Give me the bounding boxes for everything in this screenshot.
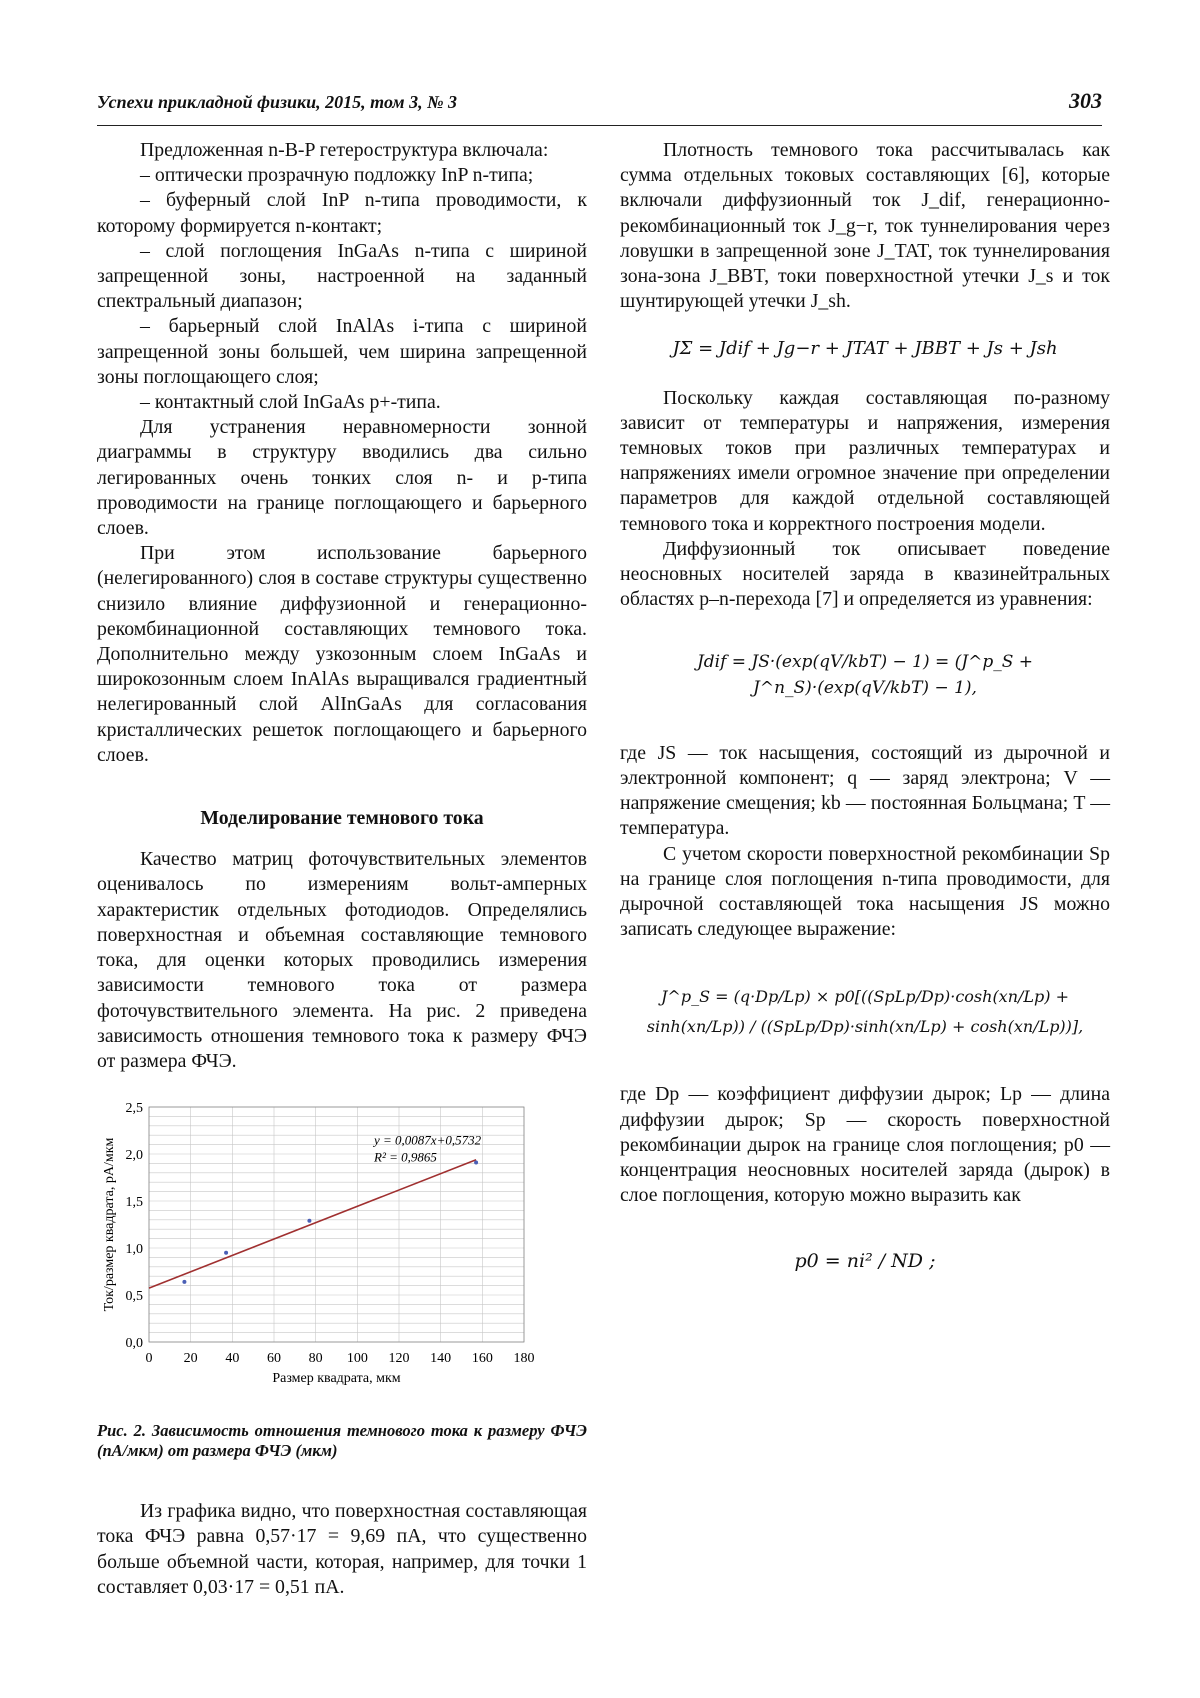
equation-diffusion-current: Jdif = JS·(exp(qV/kbT) − 1) = (J^p_S + J^n_S)·(exp(qV/kbT) − 1),	[696, 652, 1034, 698]
x-tick-label: 120	[388, 1351, 410, 1367]
list-item: – буферный слой InP n-типа проводимости, к которому формируется n-контакт;	[97, 189, 587, 237]
paragraph: Из графика видно, что поверхностная составляющая тока ФЧЭ равна 0,57·17 = 9,69 пА, что существенно больше объемной части, которая, например, для точки 1 составляет 0,03·17 = 0,51 пА.	[97, 1500, 587, 1598]
x-tick-label: 40	[225, 1351, 240, 1367]
paragraph: Плотность темнового тока рассчитывалась как сумма отдельных токовых составляющих [6], которые включали диффузионный ток J_dif, генерационно-рекомбинационный ток J_g−r, ток туннелирования через ловушки в запрещенной зоне J_TAT, ток туннелирования зона-зона J_BBT, токи поверхностной утечки J_s и ток шунтирующей утечки J_sh.	[620, 139, 1110, 313]
equation-total-current: JΣ = Jdif + Jg−r + JTAT + JBBT + Js + Jsh	[672, 338, 1058, 360]
figure-2	[97, 1099, 587, 1419]
y-tick-label: 1,5	[125, 1195, 143, 1211]
y-tick-label: 0,5	[125, 1289, 143, 1305]
list-item: – слой поглощения InGaAs n-типа с шириной запрещенной зоны, настроенной на заданный спектральный диапазон;	[97, 239, 587, 313]
left-column	[97, 138, 587, 1600]
x-axis-label: Размер квадрата, мкм	[272, 1371, 401, 1387]
trendline	[149, 1160, 476, 1288]
header-rule	[97, 125, 1102, 126]
section-title: Моделирование темнового тока	[200, 807, 484, 830]
journal-title: Успехи прикладной физики, 2015, том 3, № 3	[97, 92, 458, 112]
list-item: – оптически прозрачную подложку InP n-типа;	[140, 164, 534, 187]
y-axis-label: Ток/размер квадрата, pA/мкм	[102, 1137, 117, 1312]
page-number: 303	[1069, 88, 1102, 113]
scatter-chart	[97, 1099, 587, 1419]
x-tick-label: 100	[346, 1351, 368, 1367]
right-column	[620, 138, 1110, 1274]
paragraph: При этом использование барьерного (нелегированного) слоя в составе структуры существенно снизило влияние диффузионной и генерационно-рекомбинационной составляющих темнового тока. Дополнительно между узкозонным слоем InGaAs и широкозонным слоем InAlAs выращивался градиентный нелегированный слой AlInGaAs для согласования кристаллических решеток поглощающего и барьерного слоев.	[97, 542, 587, 766]
running-header	[97, 88, 1102, 122]
x-tick-label: 0	[145, 1351, 153, 1367]
data-point	[307, 1219, 311, 1223]
trendline-equation: y = 0,0087x+0,5732	[374, 1132, 482, 1148]
y-tick-label: 1,0	[125, 1242, 143, 1258]
equation-p0: p0 = ni² / ND ;	[794, 1249, 936, 1272]
x-tick-label: 20	[183, 1351, 198, 1367]
paragraph: Диффузионный ток описывает поведение неосновных носителей заряда в квазинейтральных областях p–n-перехода [7] и определяется из уравнения:	[620, 537, 1110, 611]
data-point	[474, 1161, 478, 1165]
x-tick-label: 80	[308, 1351, 323, 1367]
paragraph: Предложенная n-B-P гетероструктура включала:	[140, 139, 549, 161]
paragraph: где Dp — коэффициент диффузии дырок; Lp — длина диффузии дырок; Sp — скорость поверхностной рекомбинации дырок на границе слоя поглощения; p0 — концентрация неосновных носителей заряда (дырок) в слое поглощения, которую можно выразить как	[620, 1083, 1110, 1207]
x-tick-label: 160	[471, 1351, 493, 1367]
y-tick-label: 2,5	[125, 1101, 143, 1117]
paragraph: где JS — ток насыщения, состоящий из дырочной и электронной компонент; q — заряд электрона; V — напряжение смещения; kb — постоянная Больцмана; T — температура.	[620, 741, 1110, 840]
data-point	[224, 1251, 228, 1255]
list-item: – барьерный слой InAlAs i-типа с шириной запрещенной зоны большей, чем ширина запрещенной зоны поглощающего слоя;	[97, 315, 587, 388]
paragraph: С учетом скорости поверхностной рекомбинации Sp на границе слоя поглощения n-типа проводимости, для дырочной составляющей тока насыщения JS можно записать следующее выражение:	[620, 842, 1110, 941]
y-tick-label: 0,0	[125, 1336, 143, 1352]
paragraph: Поскольку каждая составляющая по-разному зависит от температуры и напряжения, измерения темновых токов при различных температурах и напряжениях имели огромное значение при определении параметров для каждой отдельной составляющей темнового тока и корректного построения модели.	[620, 386, 1110, 535]
equation-saturation-current: J^p_S = (q·Dp/Lp) × p0[((SpLp/Dp)·cosh(xn/Lp) + sinh(xn/Lp)) / ((SpLp/Dp)·sinh(xn/Lp) + cosh(xn/Lp))],	[646, 987, 1084, 1037]
x-tick-label: 140	[430, 1351, 452, 1367]
paragraph: Качество матриц фоточувствительных элементов оценивалось по измерениям вольт-амперных характеристик отдельных фотодиодов. Определялись поверхностная и объемная составляющие темнового тока, для оценки которых проводились измерения зависимости темнового тока от размера фоточувствительного элемента. На рис. 2 приведена зависимость отношения темнового тока к размеру ФЧЭ от размера ФЧЭ.	[97, 848, 587, 1072]
x-tick-label: 60	[267, 1351, 281, 1367]
list-item: – контактный слой InGaAs p+-типа.	[140, 391, 441, 414]
data-point	[182, 1280, 186, 1284]
r-squared-label: R² = 0,9865	[374, 1149, 437, 1165]
y-tick-label: 2,0	[125, 1148, 143, 1164]
x-tick-label: 180	[513, 1351, 535, 1367]
paragraph: Для устранения неравномерности зонной диаграммы в структуру вводились два сильно легированных очень тонких слоя n- и p-типа проводимости на границе поглощающего и барьерного слоев.	[97, 416, 587, 540]
figure-caption: Рис. 2. Зависимость отношения темнового тока к размеру ФЧЭ (пА/мкм) от размера ФЧЭ (мкм)	[97, 1421, 587, 1461]
